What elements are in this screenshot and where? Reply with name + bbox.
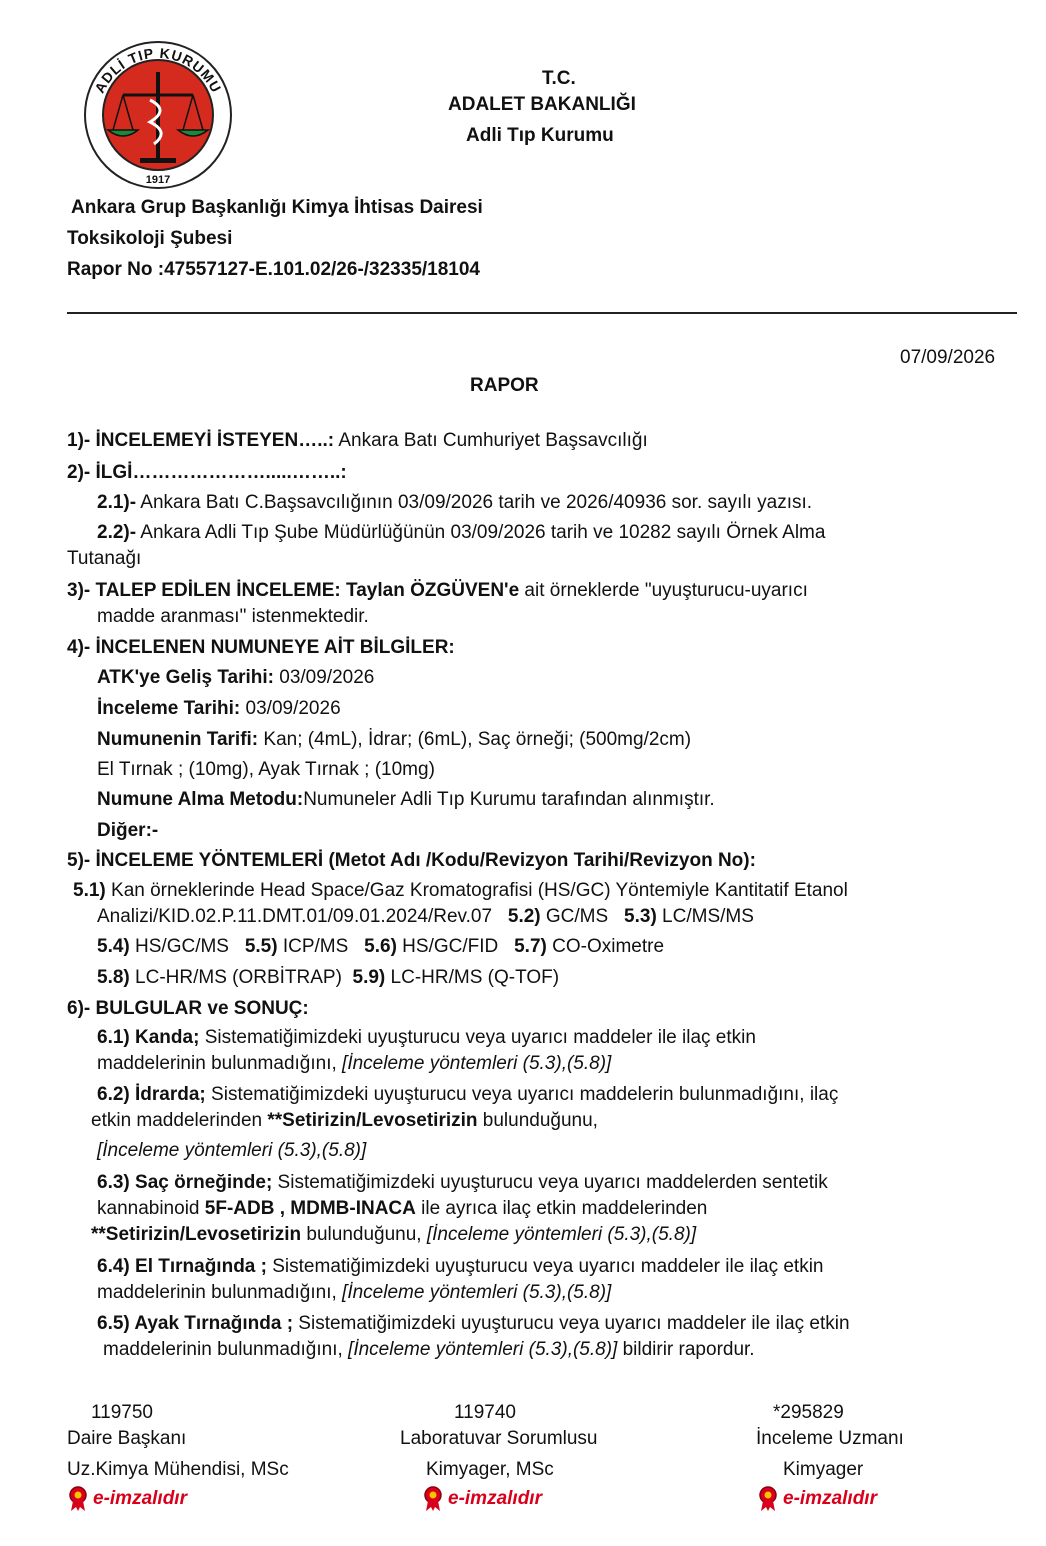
section-2-2-cont: Tutanağı <box>67 548 142 569</box>
section-4-label: 4)- İNCELENEN NUMUNEYE AİT BİLGİLER: <box>67 637 455 658</box>
signature-3-role: Kimyager <box>783 1459 864 1480</box>
seal-icon <box>422 1486 444 1512</box>
adli-tip-kurumu-logo <box>78 40 238 190</box>
header-branch: Toksikoloji Şubesi <box>67 228 233 249</box>
report-number: Rapor No :47557127-E.101.02/26-/32335/18104 <box>67 259 480 280</box>
signature-2-id: 119740 <box>454 1402 516 1423</box>
seal-icon <box>757 1486 779 1512</box>
section-3: 3)- TALEP EDİLEN İNCELEME: Taylan ÖZGÜVEN'e ait örneklerde "uyuşturucu-uyarıcı <box>67 580 808 601</box>
methods-5-4-to-5-7: 5.4) HS/GC/MS 5.5) ICP/MS 5.6) HS/GC/FID 5.7) CO-Oximetre <box>97 936 665 957</box>
finding-6-4-cont: maddelerinin bulunmadığını, [İnceleme yöntemleri (5.3),(5.8)] <box>97 1282 612 1303</box>
section-2-2: 2.2)- Ankara Adli Tıp Şube Müdürlüğünün 03/09/2026 tarih ve 10282 sayılı Örnek Alma <box>97 522 826 543</box>
signature-3-title: İnceleme Uzmanı <box>756 1428 904 1449</box>
report-title: RAPOR <box>470 375 539 396</box>
exam-date: İnceleme Tarihi: 03/09/2026 <box>97 698 341 719</box>
header-institution: Adli Tıp Kurumu <box>466 125 614 146</box>
sample-description: Numunenin Tarifi: Kan; (4mL), İdrar; (6mL), Saç örneği; (500mg/2cm) <box>97 729 692 750</box>
method-5-1: 5.1) Kan örneklerinde Head Space/Gaz Kromatografisi (HS/GC) Yöntemiyle Kantitatif Etanol <box>73 880 848 901</box>
section-5-label: 5)- İNCELEME YÖNTEMLERİ (Metot Adı /Kodu/Revizyon Tarihi/Revizyon No): <box>67 850 756 871</box>
finding-6-3-cont: kannabinoid 5F-ADB , MDMB-INACA ile ayrıca ilaç etkin maddelerinden <box>97 1198 708 1219</box>
signature-1-id: 119750 <box>91 1402 153 1423</box>
section-1: 1)- İNCELEMEYİ İSTEYEN…..: Ankara Batı Cumhuriyet Başsavcılığı <box>67 430 648 451</box>
signature-2-title: Laboratuvar Sorumlusu <box>400 1428 598 1449</box>
sampling-method: Numune Alma Metodu:Numuneler Adli Tıp Kurumu tarafından alınmıştır. <box>97 789 715 810</box>
section-6-label: 6)- BULGULAR ve SONUÇ: <box>67 998 309 1019</box>
sample-description-cont: El Tırnak ; (10mg), Ayak Tırnak ; (10mg) <box>97 759 435 780</box>
finding-6-2: 6.2) İdrarda; Sistematiğimizdeki uyuşturucu veya uyarıcı maddelerin bulunmadığını, ilaç <box>97 1084 839 1105</box>
methods-5-8-5-9: 5.8) LC-HR/MS (ORBİTRAP) 5.9) LC-HR/MS (Q-TOF) <box>97 967 560 988</box>
arrival-date: ATK'ye Geliş Tarihi: 03/09/2026 <box>97 667 375 688</box>
finding-6-5-cont: maddelerinin bulunmadığını, [İnceleme yöntemleri (5.3),(5.8)] bildirir rapordur. <box>103 1339 755 1360</box>
header-divider <box>67 312 1017 314</box>
method-5-1-cont: Analizi/KID.02.P.11.DMT.01/09.01.2024/Rev.07 5.2) GC/MS 5.3) LC/MS/MS <box>97 906 754 927</box>
finding-6-2-cont: etkin maddelerinden **Setirizin/Levosetirizin bulunduğunu, <box>91 1110 598 1131</box>
section-3-cont: madde aranması" istenmektedir. <box>97 606 369 627</box>
signature-1-role: Uz.Kimya Mühendisi, MSc <box>67 1459 289 1480</box>
svg-text:ADLİ TIP KURUMU: ADLİ TIP KURUMU <box>91 44 225 96</box>
svg-text:1917: 1917 <box>145 174 171 186</box>
finding-6-3: 6.3) Saç örneğinde; Sistematiğimizdeki uyuşturucu veya uyarıcı maddelerden sentetik <box>97 1172 828 1193</box>
finding-6-4: 6.4) El Tırnağında ; Sistematiğimizdeki uyuşturucu veya uyarıcı maddeler ile ilaç etkin <box>97 1256 824 1277</box>
signature-2-role: Kimyager, MSc <box>426 1459 554 1480</box>
signature-1-title: Daire Başkanı <box>67 1428 187 1449</box>
seal-icon <box>67 1486 89 1512</box>
other-info: Diğer:- <box>97 820 159 841</box>
finding-6-2-ref: [İnceleme yöntemleri (5.3),(5.8)] <box>97 1140 367 1161</box>
signature-3-id: *295829 <box>773 1402 844 1423</box>
signature-3-esign: e-imzalıdır <box>757 1486 877 1512</box>
signature-2-esign: e-imzalıdır <box>422 1486 542 1512</box>
section-2-label: 2)- İLGİ………………….....……..: <box>67 462 347 483</box>
header-tc: T.C. <box>542 68 576 89</box>
report-date: 07/09/2026 <box>900 347 996 368</box>
finding-6-1-cont: maddelerinin bulunmadığını, [İnceleme yöntemleri (5.3),(5.8)] <box>97 1053 612 1074</box>
finding-6-1: 6.1) Kanda; Sistematiğimizdeki uyuşturucu veya uyarıcı maddeler ile ilaç etkin <box>97 1027 756 1048</box>
signature-1-esign: e-imzalıdır <box>67 1486 187 1512</box>
section-2-1: 2.1)- Ankara Batı C.Başsavcılığının 03/09/2026 tarih ve 2026/40936 sor. sayılı yazısı. <box>97 492 813 513</box>
header-dept: Ankara Grup Başkanlığı Kimya İhtisas Dairesi <box>71 197 483 218</box>
finding-6-5: 6.5) Ayak Tırnağında ; Sistematiğimizdeki uyuşturucu veya uyarıcı maddeler ile ilaç etkin <box>97 1313 850 1334</box>
header-ministry: ADALET BAKANLIĞI <box>448 94 636 115</box>
finding-6-3-cont2: **Setirizin/Levosetirizin bulunduğunu, [İnceleme yöntemleri (5.3),(5.8)] <box>91 1224 697 1245</box>
